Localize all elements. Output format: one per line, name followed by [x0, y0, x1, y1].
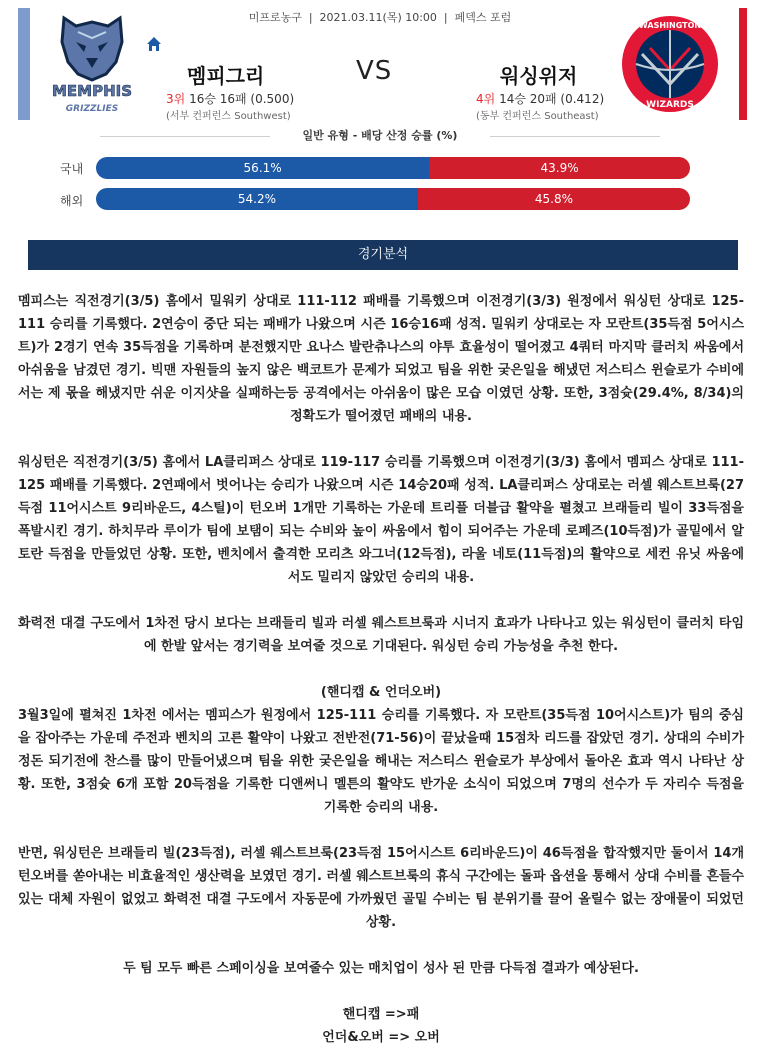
match-datetime: 2021.03.11(목) 10:00	[319, 11, 437, 24]
home-team-name: 멤피그리	[187, 64, 265, 88]
away-team-logo	[620, 14, 720, 114]
pick-handicap: 핸디캡 =>패	[342, 1007, 420, 1022]
pick-overunder: 언더&오버 => 오버	[322, 1030, 440, 1045]
away-logo-subtext: WIZARDS	[646, 100, 694, 110]
odds-away-pct: 43.9%	[540, 161, 579, 175]
away-record	[476, 90, 604, 107]
odds-row-label-overseas: 해외	[60, 194, 84, 208]
analysis-paragraph-first-meeting: 3월3일에 펼쳐진 1차전 에서는 멤피스가 원정에서 125-111 승리를 기록했다. 자 모란트(35득점 10어시스트)가 팀의 중심을 잡아주는 가운데 주전과 벤치의 고른 활약이 나왔고 전반전(71-56)이 끝났을때 15점차 리드를 잡았던 경기. 상대의 수비가 정돈 되기전에 찬스를 많이 만들어냈으며 팀을 위한 궂은일을 해내는 저스티스 윈슬로가 부상에서 돌아온 효과 역시 나타난 상황. 또한, 3점슛 6개 포함 20득점을 기록한 디앤써니 멜튼의 활약도 반가운 소식이 되었으며 7명의 선수가 두 자리수 득점을 기록한 승리의 내용.	[18, 708, 744, 815]
odds-bar-home-fill	[96, 157, 429, 179]
analysis-banner: 경기분석	[28, 240, 738, 270]
analysis-paragraph-away: 워싱턴은 직전경기(3/5) 홈에서 LA클리퍼스 상대로 119-117 승리를 기록했으며 이전경기(3/3) 홈에서 멤피스 상대로 111-125 패배를 기록했다. 2연패에서 벗어나는 승리가 나왔으며 시즌 14승20패 성적. LA클리퍼스 상대로는 러셀 웨스트브룩(27득점 11어시스트 9리바운드, 4스틸)이 턴오버 1개만 기록하는 가운데 트리플 더블급 활약을 펼쳤고 브래들리 빌이 33득점을 폭발시킨 경기. 하치무라 루이가 팀에 보탬이 되는 수비와 높이 싸움에서 힘이 되어주는 가운데 로페즈(10득점)가 골밑에서 알토란 득점을 만들었던 상황. 또한, 벤치에서 출격한 모리츠 와그너(12득점), 라울 네토(11득점)의 활약으로 세컨 유닛 싸움에서도 밀리지 않았던 승리의 내용.	[18, 455, 744, 585]
odds-home-pct: 56.1%	[243, 161, 282, 175]
odds-row-label-domestic: 국내	[60, 162, 84, 176]
home-logo-subtext: GRIZZLIES	[65, 104, 119, 114]
odds-bar-home-fill	[96, 188, 418, 210]
away-win-loss: 14승 20패 (0.412)	[499, 92, 605, 106]
away-color-stripe	[739, 8, 747, 120]
analysis-paragraph-away-first-meeting: 반면, 워싱턴은 브래들리 빌(23득점), 러셀 웨스트브룩(23득점 15어시스트 6리바운드)이 46득점을 합작했지만 둘이서 14개 턴오버를 쏟아내는 비효율적인 생산력을 보였던 경기. 러셀 웨스트브룩의 휴식 구간에는 돌파 옵션을 통해서 상대 수비를 흔들수 있는 대체 자원이 없었고 화력전 대결 구도에서 자동문에 가까웠던 골밑 수비는 팀 분위기를 끌어 올릴수 없는 장애물이 되었던 상황.	[18, 846, 744, 930]
home-team-logo	[50, 12, 134, 114]
away-conference: (동부 컨퍼런스 Southeast)	[476, 111, 599, 122]
home-win-loss: 16승 16패 (0.500)	[189, 92, 295, 106]
home-icon	[146, 36, 162, 52]
odds-home-pct: 54.2%	[237, 192, 277, 206]
home-rank: 3위	[166, 92, 186, 106]
odds-away-pct: 45.8%	[534, 192, 574, 206]
odds-bar-away-fill	[429, 157, 690, 179]
odds-bar-overseas	[96, 188, 690, 210]
match-info: 미프로농구 | 2021.03.11(목) 10:00 | 페덱스 포럼	[248, 11, 512, 24]
odds-bar-away-fill	[418, 188, 690, 210]
venue-name: 페덱스 포럼	[454, 11, 512, 24]
analysis-paragraph-pick: 화력전 대결 구도에서 1차전 당시 보다는 브래들리 빌과 러셀 웨스트브룩과 시너지 효과가 나타나고 있는 워싱턴이 클러치 타임에 한발 앞서는 경기력을 보여줄 것으로 기대된다. 워싱턴 승리 가능성을 추천 한다.	[18, 616, 744, 654]
home-conference: (서부 컨퍼런스 Southwest)	[166, 111, 291, 122]
analysis-paragraph-summary: 두 팀 모두 빠른 스페이싱을 보여줄수 있는 매치업이 성사 된 만큼 다득점 결과가 예상된다.	[123, 961, 639, 976]
home-record	[166, 90, 294, 107]
handicap-section-title: (핸디캡 & 언더오버)	[320, 685, 442, 700]
analysis-paragraph-home: 멤피스는 직전경기(3/5) 홈에서 밀워키 상대로 111-112 패배를 기록했으며 이전경기(3/3) 원정에서 워싱턴 상대로 125-111 승리를 기록했다. 2연승이 중단 되는 패배가 나왔으며 시즌 16승16패 성적. 밀워키 상대로는 자 모란트(35득점 5어시스트)가 2경기 연속 35득점을 기록하며 분전했지만 요나스 발란츄나스의 야투 효율성이 떨어졌고 4쿼터 마지막 클러치 싸움에서 아쉬움을 남겼던 경기. 빅맨 자원들의 높지 않은 백코트가 문제가 되었고 팀을 위한 궂은일을 해냈던 저스티스 윈슬로가 수비에서는 제 몫을 해냈지만 쉬운 이지샷을 실패하는등 공격에서는 아쉬움이 많은 모습 이였던 상황. 또한, 3점슛(29.4%, 8/34)의 정확도가 떨어졌던 패배의 내용.	[18, 294, 744, 424]
league-name: 미프로농구	[248, 11, 302, 24]
odds-section-title: 일반 유형 - 배당 산정 승률 (%)	[270, 127, 490, 145]
analysis-article	[18, 290, 744, 1049]
away-rank: 4위	[476, 92, 496, 106]
away-logo-wordmark: WASHINGTON	[638, 21, 702, 30]
odds-bar-domestic	[96, 157, 690, 179]
home-logo-wordmark: MEMPHIS	[51, 82, 133, 100]
vs-label: VS	[356, 56, 393, 86]
home-color-stripe	[18, 8, 30, 120]
away-team-name: 워싱위저	[500, 64, 578, 88]
